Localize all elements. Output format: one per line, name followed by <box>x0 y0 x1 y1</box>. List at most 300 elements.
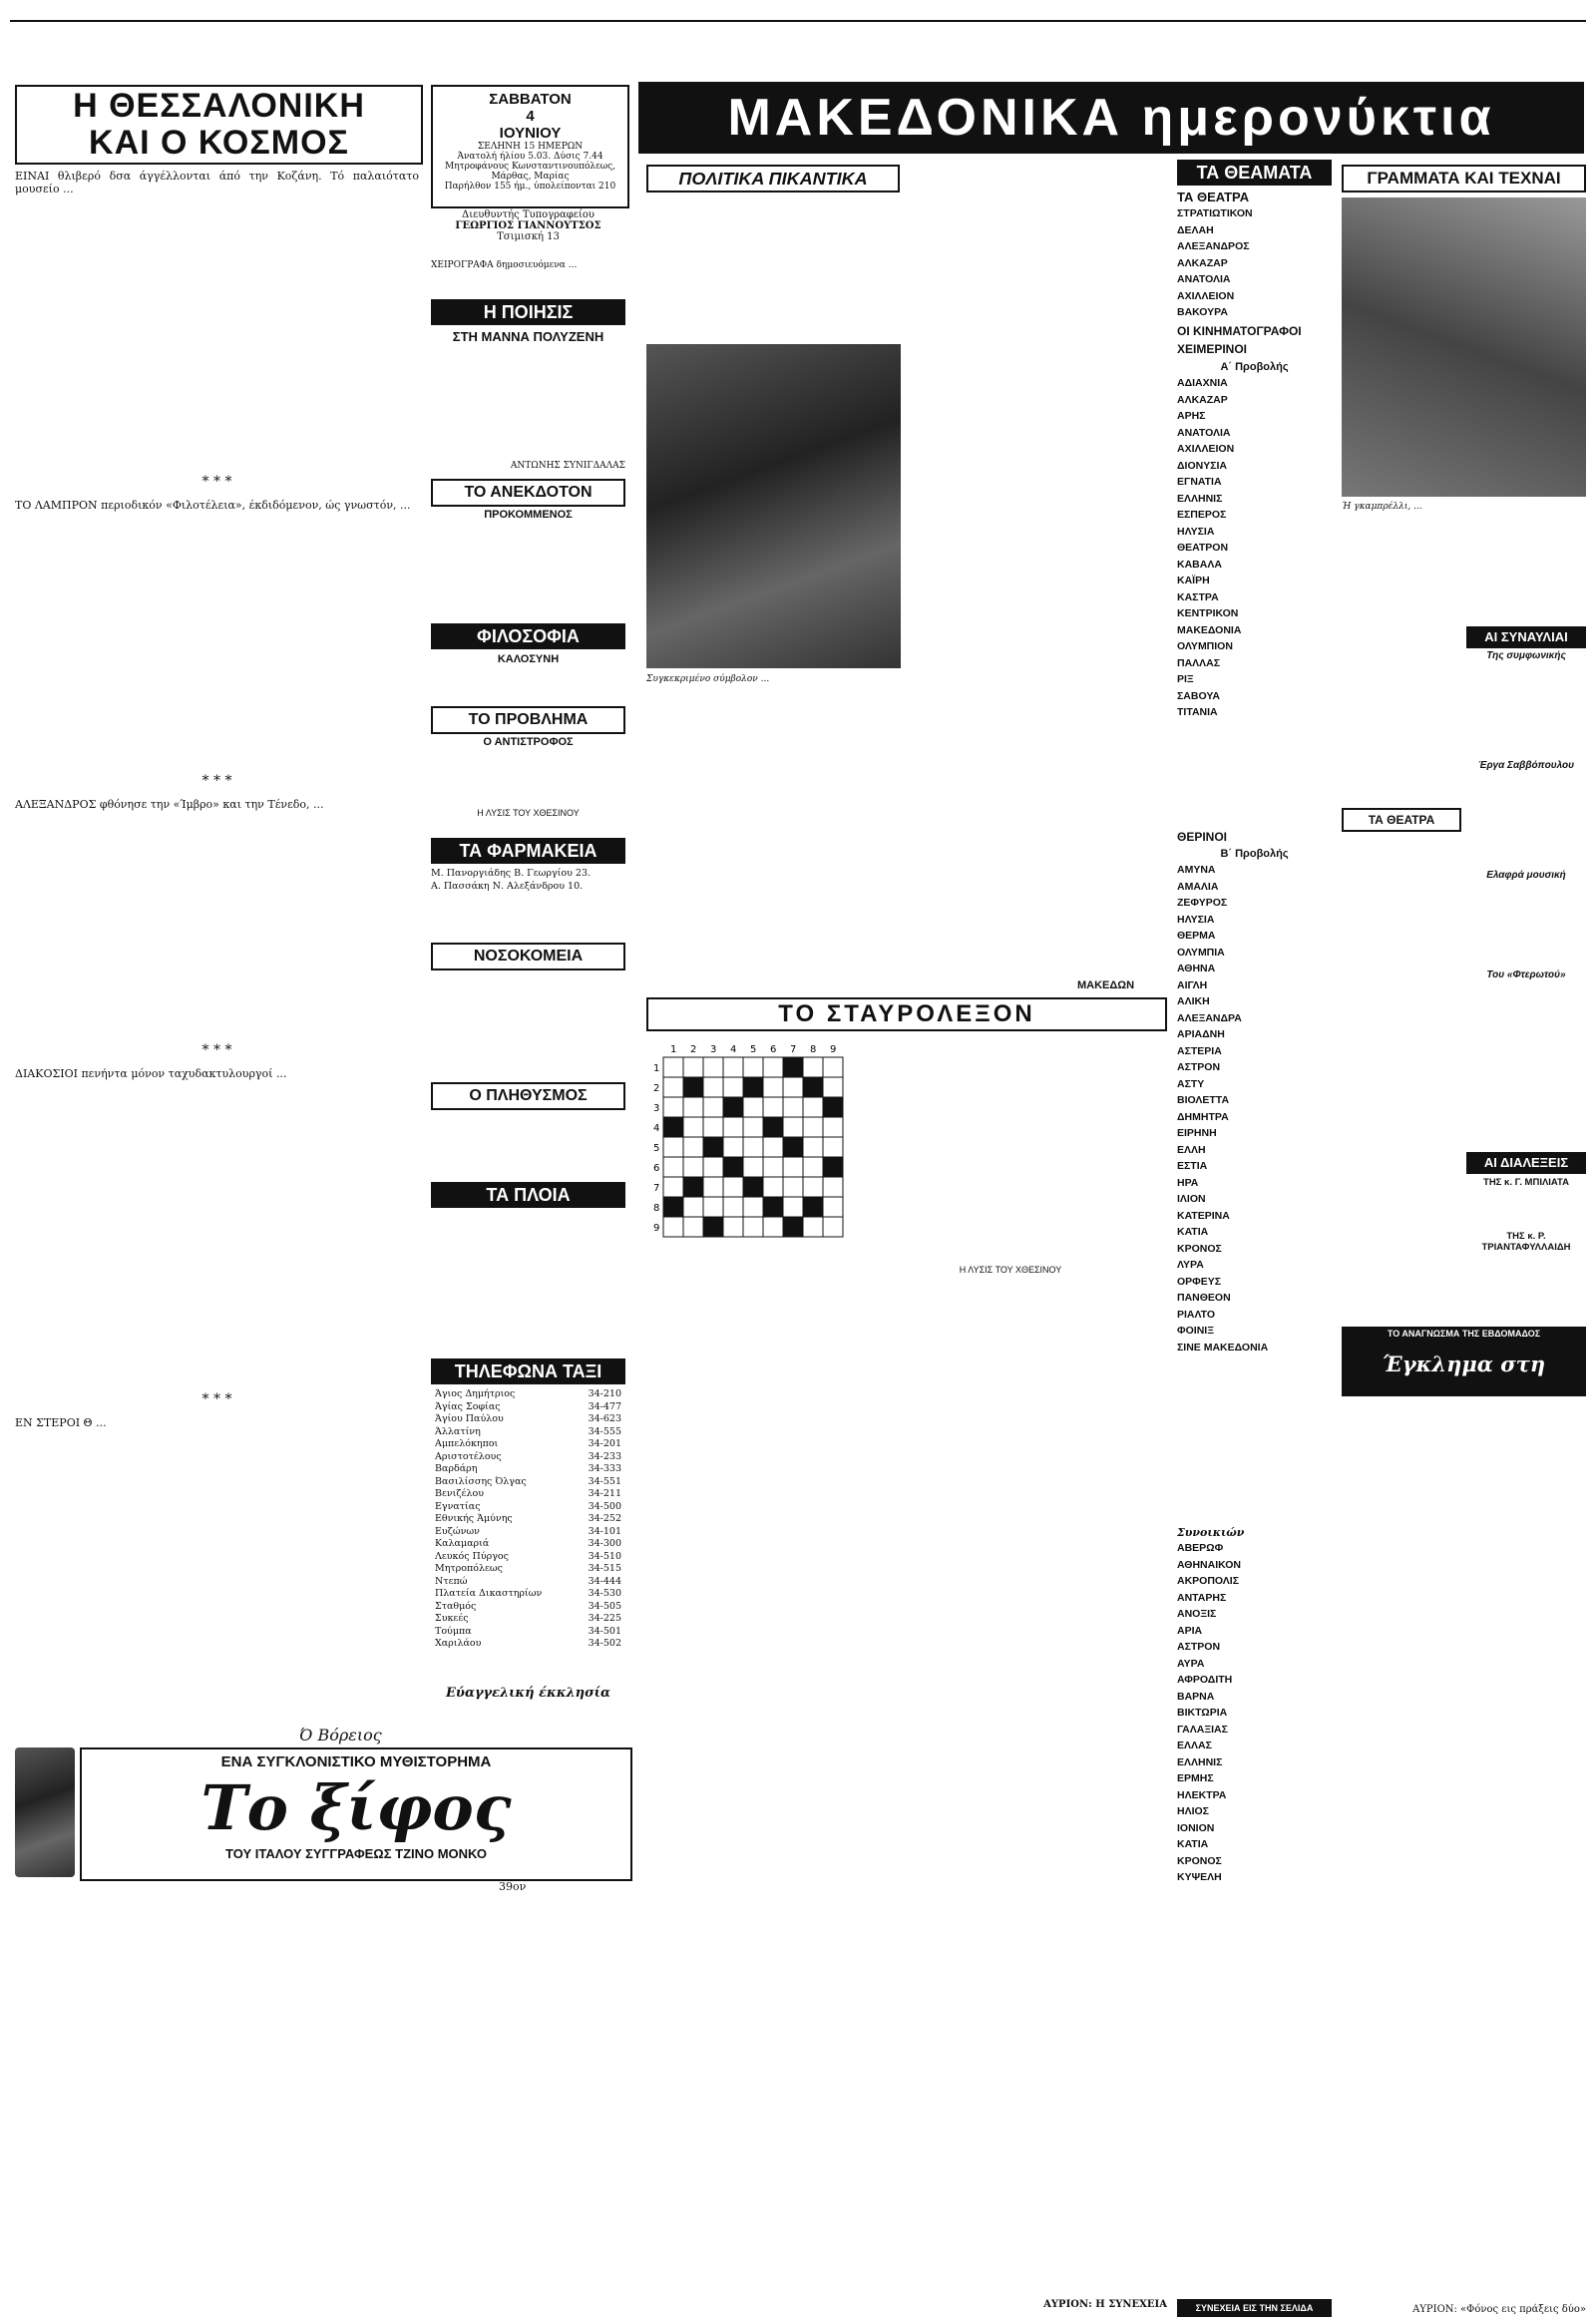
phone-number: 34-555 <box>588 1425 621 1437</box>
summer-cinemas-list <box>1177 864 1332 1522</box>
novel-illustration-left <box>15 1747 75 1877</box>
crossword-cell[interactable] <box>823 1137 843 1157</box>
crossword-column-number: 8 <box>810 1044 817 1055</box>
phone-number: 34-233 <box>588 1450 621 1462</box>
venue-name: ΣΑΒΟΥΑ <box>1177 689 1220 702</box>
listing-entry <box>1177 1608 1332 1621</box>
crossword-cell[interactable] <box>803 1057 823 1077</box>
letters-photo <box>1342 197 1586 497</box>
venue-name: ΚΑΤΕΡΙΝΑ <box>1177 1209 1230 1222</box>
phone-row <box>435 1501 621 1514</box>
listing-entry <box>1177 1740 1332 1752</box>
letters-photo-caption: Ή γκαμπρέλλι, ... <box>1342 502 1422 512</box>
venue-name: ΘΕΡΜΑ <box>1177 930 1216 942</box>
listing-entry <box>1177 1309 1332 1322</box>
philosophy-header: ΦΙΛΟΣΟΦΙΑ <box>431 623 625 649</box>
letters-col-a <box>1342 534 1461 803</box>
listing-entry <box>1177 607 1332 620</box>
crossword-cell[interactable] <box>663 1177 683 1197</box>
crossword-cell[interactable] <box>743 1217 763 1237</box>
phone-row <box>435 1526 621 1539</box>
crossword-cell[interactable] <box>743 1057 763 1077</box>
phone-number: 34-502 <box>588 1638 621 1649</box>
crossword-cell[interactable] <box>763 1177 783 1197</box>
phone-row <box>435 1638 621 1651</box>
venue-name: ΠΑΛΛΑΣ <box>1177 656 1221 669</box>
venue-name: ΑΜΑΛΙΑ <box>1177 880 1219 893</box>
crossword-cell[interactable] <box>763 1157 783 1177</box>
listing-entry <box>1177 1276 1332 1289</box>
crossword-cell[interactable] <box>703 1097 723 1117</box>
venue-name: ΕΛΛΑΣ <box>1177 1740 1212 1751</box>
listing-entry <box>1177 1575 1332 1588</box>
crossword-cell[interactable] <box>683 1197 703 1217</box>
listing-entry <box>1177 1707 1332 1720</box>
crossword-black-cell <box>663 1197 683 1217</box>
crossword-cell[interactable] <box>823 1077 843 1097</box>
venue-name: ΣΙΝΕ ΜΑΚΕΔΟΝΙΑ <box>1177 1341 1269 1354</box>
listing-entry <box>1177 1838 1332 1851</box>
venue-name: ΑΚΡΟΠΟΛΙΣ <box>1177 1575 1240 1587</box>
crossword-clues-down <box>858 1037 1163 1257</box>
crossword-black-cell <box>723 1157 743 1177</box>
venue-name: ΑΡΗΣ <box>1177 410 1206 422</box>
venue-name: ΑΘΗΝΑ <box>1177 963 1216 974</box>
poem-header: Η ΠΟΙΗΣΙΣ <box>431 299 625 325</box>
phone-row <box>435 1513 621 1526</box>
listing-entry <box>1177 410 1332 423</box>
crossword-black-cell <box>683 1077 703 1097</box>
date-day-count: Παρήλθον 155 ήμ., ύπολείπονται 210 <box>444 182 616 192</box>
gatherings-header: ΑΙ ΣΥΝΑΥΛΙΑΙ <box>1466 626 1586 648</box>
crossword-cell[interactable] <box>823 1197 843 1217</box>
listing-entry <box>1177 1111 1332 1124</box>
venue-name: ΑΡΙΑ <box>1177 1624 1203 1637</box>
left-article-para3: ΑΛΕΞΑΝΔΡΟΣ φθόνησε την «Ίμβρο» και την Τένεδο, ... <box>15 798 324 811</box>
listing-entry <box>1177 1045 1332 1058</box>
crossword-cell[interactable] <box>783 1077 803 1097</box>
venue-name: ΚΑΒΑΛΑ <box>1177 558 1222 571</box>
phone-name: Άγιος Δημήτριος <box>435 1388 516 1399</box>
crossword-cell[interactable] <box>703 1197 723 1217</box>
listing-entry <box>1177 930 1332 943</box>
listing-entry <box>1177 460 1332 473</box>
top-rule <box>10 20 1586 22</box>
phone-number: 34-510 <box>588 1550 621 1562</box>
venue-name: ΡΙΑΛΤΟ <box>1177 1308 1216 1321</box>
listing-entry <box>1177 377 1332 390</box>
listing-entry <box>1177 1342 1332 1355</box>
poem-author: ΑΝΤΩΝΗΣ ΣΥΝΙΓΔΑΛΑΣ <box>510 461 625 471</box>
listing-entry <box>1177 706 1332 719</box>
phone-name: Αμπελόκηποι <box>435 1438 499 1449</box>
listing-entry <box>1177 1871 1332 1884</box>
population-body <box>431 1112 625 1172</box>
suburbs-header: Συνοικιών <box>1177 1526 1245 1539</box>
ships-header: ΤΑ ΠΛΟΙΑ <box>431 1182 625 1208</box>
crossword-cell[interactable] <box>743 1197 763 1217</box>
crossword-cell[interactable] <box>703 1117 723 1137</box>
crossword-cell[interactable] <box>723 1177 743 1197</box>
church-header: Εύαγγελική έκκλησία <box>446 1686 610 1701</box>
pharmacy-item: Μ. Πανοργιάδης Β. Γεωργίου 23. <box>431 868 592 879</box>
crossword-cell[interactable] <box>743 1157 763 1177</box>
crossword-cell[interactable] <box>663 1137 683 1157</box>
problem-body <box>431 754 625 804</box>
crossword-cell[interactable] <box>703 1157 723 1177</box>
crossword-black-cell <box>783 1217 803 1237</box>
listing-entry <box>1177 509 1332 522</box>
crossword-cell[interactable] <box>683 1097 703 1117</box>
gatherings-body1 <box>1466 666 1586 756</box>
printing-director <box>431 209 625 242</box>
venue-name: ΠΑΝΘΕΟΝ <box>1177 1292 1231 1304</box>
venue-name: ΑΣΤΡΟΝ <box>1177 1061 1221 1073</box>
crossword-cell[interactable] <box>783 1117 803 1137</box>
listing-entry <box>1177 559 1332 572</box>
crossword-cell[interactable] <box>683 1057 703 1077</box>
listing-entry <box>1177 224 1332 237</box>
listing-entry <box>1177 1061 1332 1074</box>
listing-entry <box>1177 1674 1332 1687</box>
phone-number: 34-201 <box>588 1438 621 1449</box>
gatherings-sub1: Της συμφωνικής <box>1486 650 1566 661</box>
letters-col-b <box>1466 534 1586 623</box>
phone-row <box>435 1551 621 1564</box>
listing-entry <box>1177 1243 1332 1256</box>
crossword-cell[interactable] <box>803 1097 823 1117</box>
listing-entry <box>1177 542 1332 555</box>
listing-entry <box>1177 493 1332 506</box>
novel-col1 <box>15 1895 209 2314</box>
venue-name: ΑΒΕΡΩΦ <box>1177 1542 1224 1554</box>
listing-entry <box>1177 526 1332 539</box>
hospitals-header: ΝΟΣΟΚΟΜΕΙΑ <box>431 943 625 970</box>
left-article-signature: Ό Βόρειος <box>299 1726 382 1744</box>
phone-number: 34-444 <box>588 1575 621 1587</box>
listing-entry <box>1177 591 1332 604</box>
letters-col-a-bottom <box>1342 833 1461 1322</box>
listing-entry <box>1177 575 1332 587</box>
listing-entry <box>1177 306 1332 319</box>
listing-entry <box>1177 1028 1332 1041</box>
phone-name: Καλαμαριά <box>435 1538 490 1549</box>
crossword-cell[interactable] <box>763 1137 783 1157</box>
crossword-column-number: 9 <box>830 1044 837 1055</box>
crossword-black-cell <box>823 1097 843 1117</box>
venue-name: ΛΥΡΑ <box>1177 1259 1204 1271</box>
left-article-para5: ΕΝ ΣΤΕΡΟΙ Θ ... <box>15 1416 107 1429</box>
crossword-black-cell <box>743 1177 763 1197</box>
venue-name: ΑΥΡΑ <box>1177 1657 1205 1670</box>
phone-row <box>435 1576 621 1589</box>
venue-name: ΖΕΦΥΡΟΣ <box>1177 897 1228 909</box>
venue-name: ΟΛΥΜΠΙΑ <box>1177 946 1225 959</box>
phone-number: 34-500 <box>588 1500 621 1512</box>
novel-col2 <box>221 1895 416 2314</box>
phone-name: Άλλατίνη <box>435 1425 481 1437</box>
listing-entry <box>1177 1658 1332 1671</box>
crossword-cell[interactable] <box>723 1197 743 1217</box>
crossword-cell[interactable] <box>763 1097 783 1117</box>
crossword-cell[interactable] <box>823 1057 843 1077</box>
venue-name: ΑΔΙΑΧΝΙΑ <box>1177 377 1228 389</box>
crossword-cell[interactable] <box>763 1217 783 1237</box>
crossword-solution-label: Η ΛΥΣΙΣ ΤΟΥ ΧΘΕΣΙΝΟΥ <box>959 1265 1062 1275</box>
phone-row <box>435 1538 621 1551</box>
crossword-black-cell <box>723 1097 743 1117</box>
crossword-cell[interactable] <box>743 1117 763 1137</box>
phone-number: 34-477 <box>588 1400 621 1412</box>
listing-entry <box>1177 1641 1332 1654</box>
manuscripts-note: ΧΕΙΡΟΓΡΑΦΑ δημοσιευόμενα ... <box>431 260 578 270</box>
phone-row <box>435 1463 621 1476</box>
listing-entry <box>1177 240 1332 253</box>
crossword-cell[interactable] <box>663 1057 683 1077</box>
date-box <box>431 85 629 208</box>
novel-banner <box>80 1747 632 1881</box>
venue-name: ΣΤΡΑΤΙΩΤΙΚΟΝ <box>1177 207 1253 219</box>
crossword-row-number: 6 <box>653 1163 660 1174</box>
venue-name: ΑΦΡΟΔΙΤΗ <box>1177 1674 1233 1686</box>
venue-name: ΑΛΙΚΗ <box>1177 995 1210 1007</box>
crossword-column-number: 5 <box>750 1044 757 1055</box>
crossword-cell[interactable] <box>723 1117 743 1137</box>
venue-name: ΗΛΥΣΙΑ <box>1177 913 1215 926</box>
phone-row <box>435 1413 621 1426</box>
phone-number: 34-210 <box>588 1388 621 1399</box>
crossword-cell[interactable] <box>723 1217 743 1237</box>
crossword-cell[interactable] <box>743 1097 763 1117</box>
lecture2-title: ΤΗΣ κ. Ρ. ΤΡΙΑΝΤΑΦΥΛΛΑΙΔΗ <box>1481 1231 1571 1253</box>
phone-name: Βασιλίσσης Όλγας <box>435 1475 527 1487</box>
printing-director-label: Διευθυντής Τυπογραφείου <box>461 209 596 220</box>
church-body <box>431 1706 625 1745</box>
crossword-cells <box>663 1057 843 1237</box>
venue-name: ΟΛΥΜΠΙΟΝ <box>1177 640 1233 652</box>
separator-stars: * * * <box>201 474 232 490</box>
listing-entry <box>1177 640 1332 653</box>
phone-number: 34-623 <box>588 1413 621 1424</box>
left-article-para1: ΕΙΝΑΙ θλιβερό δσα άγγέλλονται άπό την Κοζάνη. Τό παλαιότατο μουσείο ... <box>15 170 423 195</box>
venue-name: ΚΥΨΕΛΗ <box>1177 1871 1222 1883</box>
crossword-cell[interactable] <box>663 1077 683 1097</box>
lecture1-title: ΤΗΣ κ. Γ. ΜΠΙΛΙΑΤΑ <box>1483 1177 1569 1188</box>
venue-name: ΑΧΙΛΛΕΙΟΝ <box>1177 443 1235 455</box>
theatres-list <box>1177 207 1332 322</box>
crossword-column-number: 7 <box>790 1044 797 1055</box>
hospitals-body <box>431 972 625 1072</box>
crossword-cell[interactable] <box>803 1137 823 1157</box>
crossword-cell[interactable] <box>683 1217 703 1237</box>
phone-name: Πλατεία Δικαστηρίων <box>435 1588 543 1599</box>
crossword-cell[interactable] <box>803 1157 823 1177</box>
listing-entry <box>1177 1078 1332 1091</box>
crossword-cell[interactable] <box>763 1057 783 1077</box>
crossword-cell[interactable] <box>763 1077 783 1097</box>
venue-name: ΒΙΚΤΩΡΙΑ <box>1177 1707 1228 1719</box>
crossword-black-cell <box>763 1197 783 1217</box>
venue-name: ΗΡΑ <box>1177 1176 1199 1189</box>
crossword-cell[interactable] <box>683 1157 703 1177</box>
venue-name: ΕΣΠΕΡΟΣ <box>1177 509 1227 521</box>
problem-solution-label: Η ΛΥΣΙΣ ΤΟΥ ΧΘΕΣΙΝΟΥ <box>477 808 580 818</box>
date-sun: Άνατολή ήλίου 5.03. Δύσις 7.44 <box>457 152 603 162</box>
listing-entry <box>1177 1691 1332 1704</box>
crossword-cell[interactable] <box>783 1197 803 1217</box>
venue-name: ΒΑΚΟΥΡΑ <box>1177 306 1228 318</box>
phone-number: 34-225 <box>588 1613 621 1624</box>
listing-entry <box>1177 690 1332 703</box>
crossword-row-number: 1 <box>653 1063 660 1074</box>
crossword-cell[interactable] <box>823 1117 843 1137</box>
venue-name: ΓΑΛΑΞΙΑΣ <box>1177 1723 1228 1736</box>
venue-name: ΒΑΡΝΑ <box>1177 1690 1215 1703</box>
gatherings-sub4: Του «Φτερωτού» <box>1486 969 1566 980</box>
theatres-subheader: ΤΑ ΘΕΑΤΡΑ <box>1177 190 1250 204</box>
novel-col5 <box>913 1436 1167 2294</box>
phone-name: Σταθμός <box>435 1600 477 1612</box>
crossword-cell[interactable] <box>723 1137 743 1157</box>
crossword-black-cell <box>663 1117 683 1137</box>
population-header: Ο ΠΛΗΘΥΣΜΟΣ <box>431 1082 625 1110</box>
phone-row <box>435 1626 621 1639</box>
venue-name: ΙΟΝΙΟΝ <box>1177 1821 1215 1834</box>
phone-number: 34-530 <box>588 1588 621 1599</box>
date-saints: Μητροφάνους Κωνσταντινουπόλεως, Μάρθας, Μαρίας <box>445 162 615 182</box>
venue-name: ΕΣΤΙΑ <box>1177 1160 1208 1172</box>
venue-name: ΑΛΚΑΖΑΡ <box>1177 256 1228 269</box>
crossword-cell[interactable] <box>723 1077 743 1097</box>
crossword-cell[interactable] <box>803 1217 823 1237</box>
venue-name: ΡΙΞ <box>1177 673 1194 685</box>
crossword-cell[interactable] <box>743 1137 763 1157</box>
venue-name: ΘΕΑΤΡΟΝ <box>1177 542 1229 554</box>
listing-entry <box>1177 657 1332 670</box>
phone-name: Συκεές <box>435 1613 469 1624</box>
listing-entry <box>1177 1625 1332 1638</box>
crossword-column-number: 6 <box>770 1044 777 1055</box>
crossword-cell[interactable] <box>803 1117 823 1137</box>
venue-name: ΕΓΝΑΤΙΑ <box>1177 476 1222 488</box>
crossword-cell[interactable] <box>803 1177 823 1197</box>
venue-name: ΒΙΟΛΕΤΤΑ <box>1177 1094 1230 1106</box>
crossword-row-number: 8 <box>653 1203 660 1214</box>
phone-row <box>435 1563 621 1576</box>
venue-name: ΤΙΤΑΝΙΑ <box>1177 706 1218 718</box>
listing-entry <box>1177 1094 1332 1107</box>
left-article-title-line2: ΚΑΙ Ο ΚΟΣΜΟΣ <box>89 124 349 162</box>
crossword-cell[interactable] <box>683 1137 703 1157</box>
venue-name: ΑΣΤΕΡΙΑ <box>1177 1044 1222 1057</box>
phone-row <box>435 1451 621 1464</box>
phone-name: Λευκός Πύργος <box>435 1550 509 1562</box>
venue-name: ΚΑΣΤΡΑ <box>1177 590 1219 603</box>
crossword-cell[interactable] <box>663 1217 683 1237</box>
venue-name: ΔΗΜΗΤΡΑ <box>1177 1110 1229 1123</box>
weekly-read-body <box>1342 1401 1586 2299</box>
venue-name: ΕΛΛΗΝΙΣ <box>1177 492 1223 505</box>
venue-name: ΑΡΙΑΔΝΗ <box>1177 1028 1225 1040</box>
crossword-solution <box>858 1282 1163 1431</box>
phones-list <box>435 1388 621 1678</box>
phone-row <box>435 1588 621 1601</box>
listing-entry <box>1177 1592 1332 1605</box>
lecture2-body <box>1466 1245 1586 1315</box>
phone-row <box>435 1476 621 1489</box>
suburbs-cinemas-list <box>1177 1542 1332 2300</box>
crossword-cell[interactable] <box>683 1117 703 1137</box>
winter-header: ΧΕΙΜΕΡΙΝΟΙ <box>1177 342 1248 356</box>
venue-name: ΚΕΝΤΡΙΚΟΝ <box>1177 607 1239 619</box>
listing-entry <box>1177 979 1332 992</box>
pharmacy-item: Α. Πασσάκη Ν. Αλεξάνδρου 10. <box>431 880 584 892</box>
venue-name: ΑΛΕΞΑΝΔΡΟΣ <box>1177 240 1250 252</box>
left-article-para4: ΔΙΑΚΟΣΙΟΙ πενήντα μόνον ταχυδακτυλουργοί ... <box>15 1067 287 1080</box>
crossword-cell[interactable] <box>823 1177 843 1197</box>
crossword-cell[interactable] <box>663 1097 683 1117</box>
crossword-cell[interactable] <box>783 1157 803 1177</box>
venue-name: ΑΝΑΤΟΛΙΑ <box>1177 426 1231 439</box>
problem-subtitle: Ο ΑΝΤΙΣΤΡΟΦΟΣ <box>483 736 574 748</box>
listing-entry <box>1177 1292 1332 1305</box>
listing-entry <box>1177 881 1332 894</box>
date-moon: ΣΕΛΗΝΗ 15 ΗΜΕΡΩΝ <box>477 142 584 152</box>
venue-name: ΑΝΟΞΙΣ <box>1177 1608 1217 1620</box>
crossword-cell[interactable] <box>783 1177 803 1197</box>
crossword-cell[interactable] <box>723 1057 743 1077</box>
masthead: ΜΑΚΕΔΟΝΙΚΑ ημερονύκτια <box>638 82 1584 154</box>
crossword-cell[interactable] <box>663 1157 683 1177</box>
left-article-para2: ΤΟ ΛΑΜΠΡΟΝ περιοδικόν «Φιλοτέλεια», έκδιδόμενον, ώς γνωστόν, ... <box>15 499 411 512</box>
phone-name: Εθνικής Άμύνης <box>435 1513 513 1524</box>
ships-body <box>431 1212 625 1352</box>
phones-header: ΤΗΛΕΦΩΝΑ ΤΑΞΙ <box>431 1358 625 1384</box>
crossword-clues-across <box>646 1252 856 1431</box>
politics-header: ΠΟΛΙΤΙΚΑ ΠΙΚΑΝΤΙΚΑ <box>646 165 900 193</box>
crossword-cell[interactable] <box>783 1097 803 1117</box>
politics-col1-bottom <box>646 708 901 987</box>
crossword-black-cell <box>743 1077 763 1097</box>
crossword-black-cell <box>683 1177 703 1197</box>
crossword-column-number: 3 <box>710 1044 717 1055</box>
crossword-cell[interactable] <box>703 1057 723 1077</box>
venue-name: ΔΕΛΑΗ <box>1177 223 1214 236</box>
phone-name: Μητροπόλεως <box>435 1563 503 1574</box>
listing-entry <box>1177 1193 1332 1206</box>
crossword-cell[interactable] <box>703 1177 723 1197</box>
philosophy-body <box>431 670 625 700</box>
phone-row <box>435 1601 621 1614</box>
phone-row <box>435 1388 621 1401</box>
weekly-read-footer: ΑΥΡΙΟΝ: «Φόνος εις πράξεις δύο» <box>1412 2304 1586 2315</box>
date-number: 4 <box>526 108 535 125</box>
second-run-label: Β΄ Προβολής <box>1220 848 1289 860</box>
crossword-cell[interactable] <box>703 1077 723 1097</box>
venue-name: ΑΝΑΤΟΛΙΑ <box>1177 273 1231 285</box>
phone-number: 34-551 <box>588 1475 621 1487</box>
novel-author-short: 39ον <box>499 1880 527 1893</box>
listing-entry <box>1177 673 1332 686</box>
venue-name: ΑΜΥΝΑ <box>1177 864 1216 876</box>
phone-row <box>435 1426 621 1439</box>
separator-stars: * * * <box>201 1391 232 1407</box>
crossword-cell[interactable] <box>823 1217 843 1237</box>
crossword-black-cell <box>783 1057 803 1077</box>
phone-number: 34-252 <box>588 1513 621 1524</box>
novel-col4 <box>646 1436 901 2314</box>
printing-director-address: Τσιμισκή 13 <box>497 231 560 242</box>
